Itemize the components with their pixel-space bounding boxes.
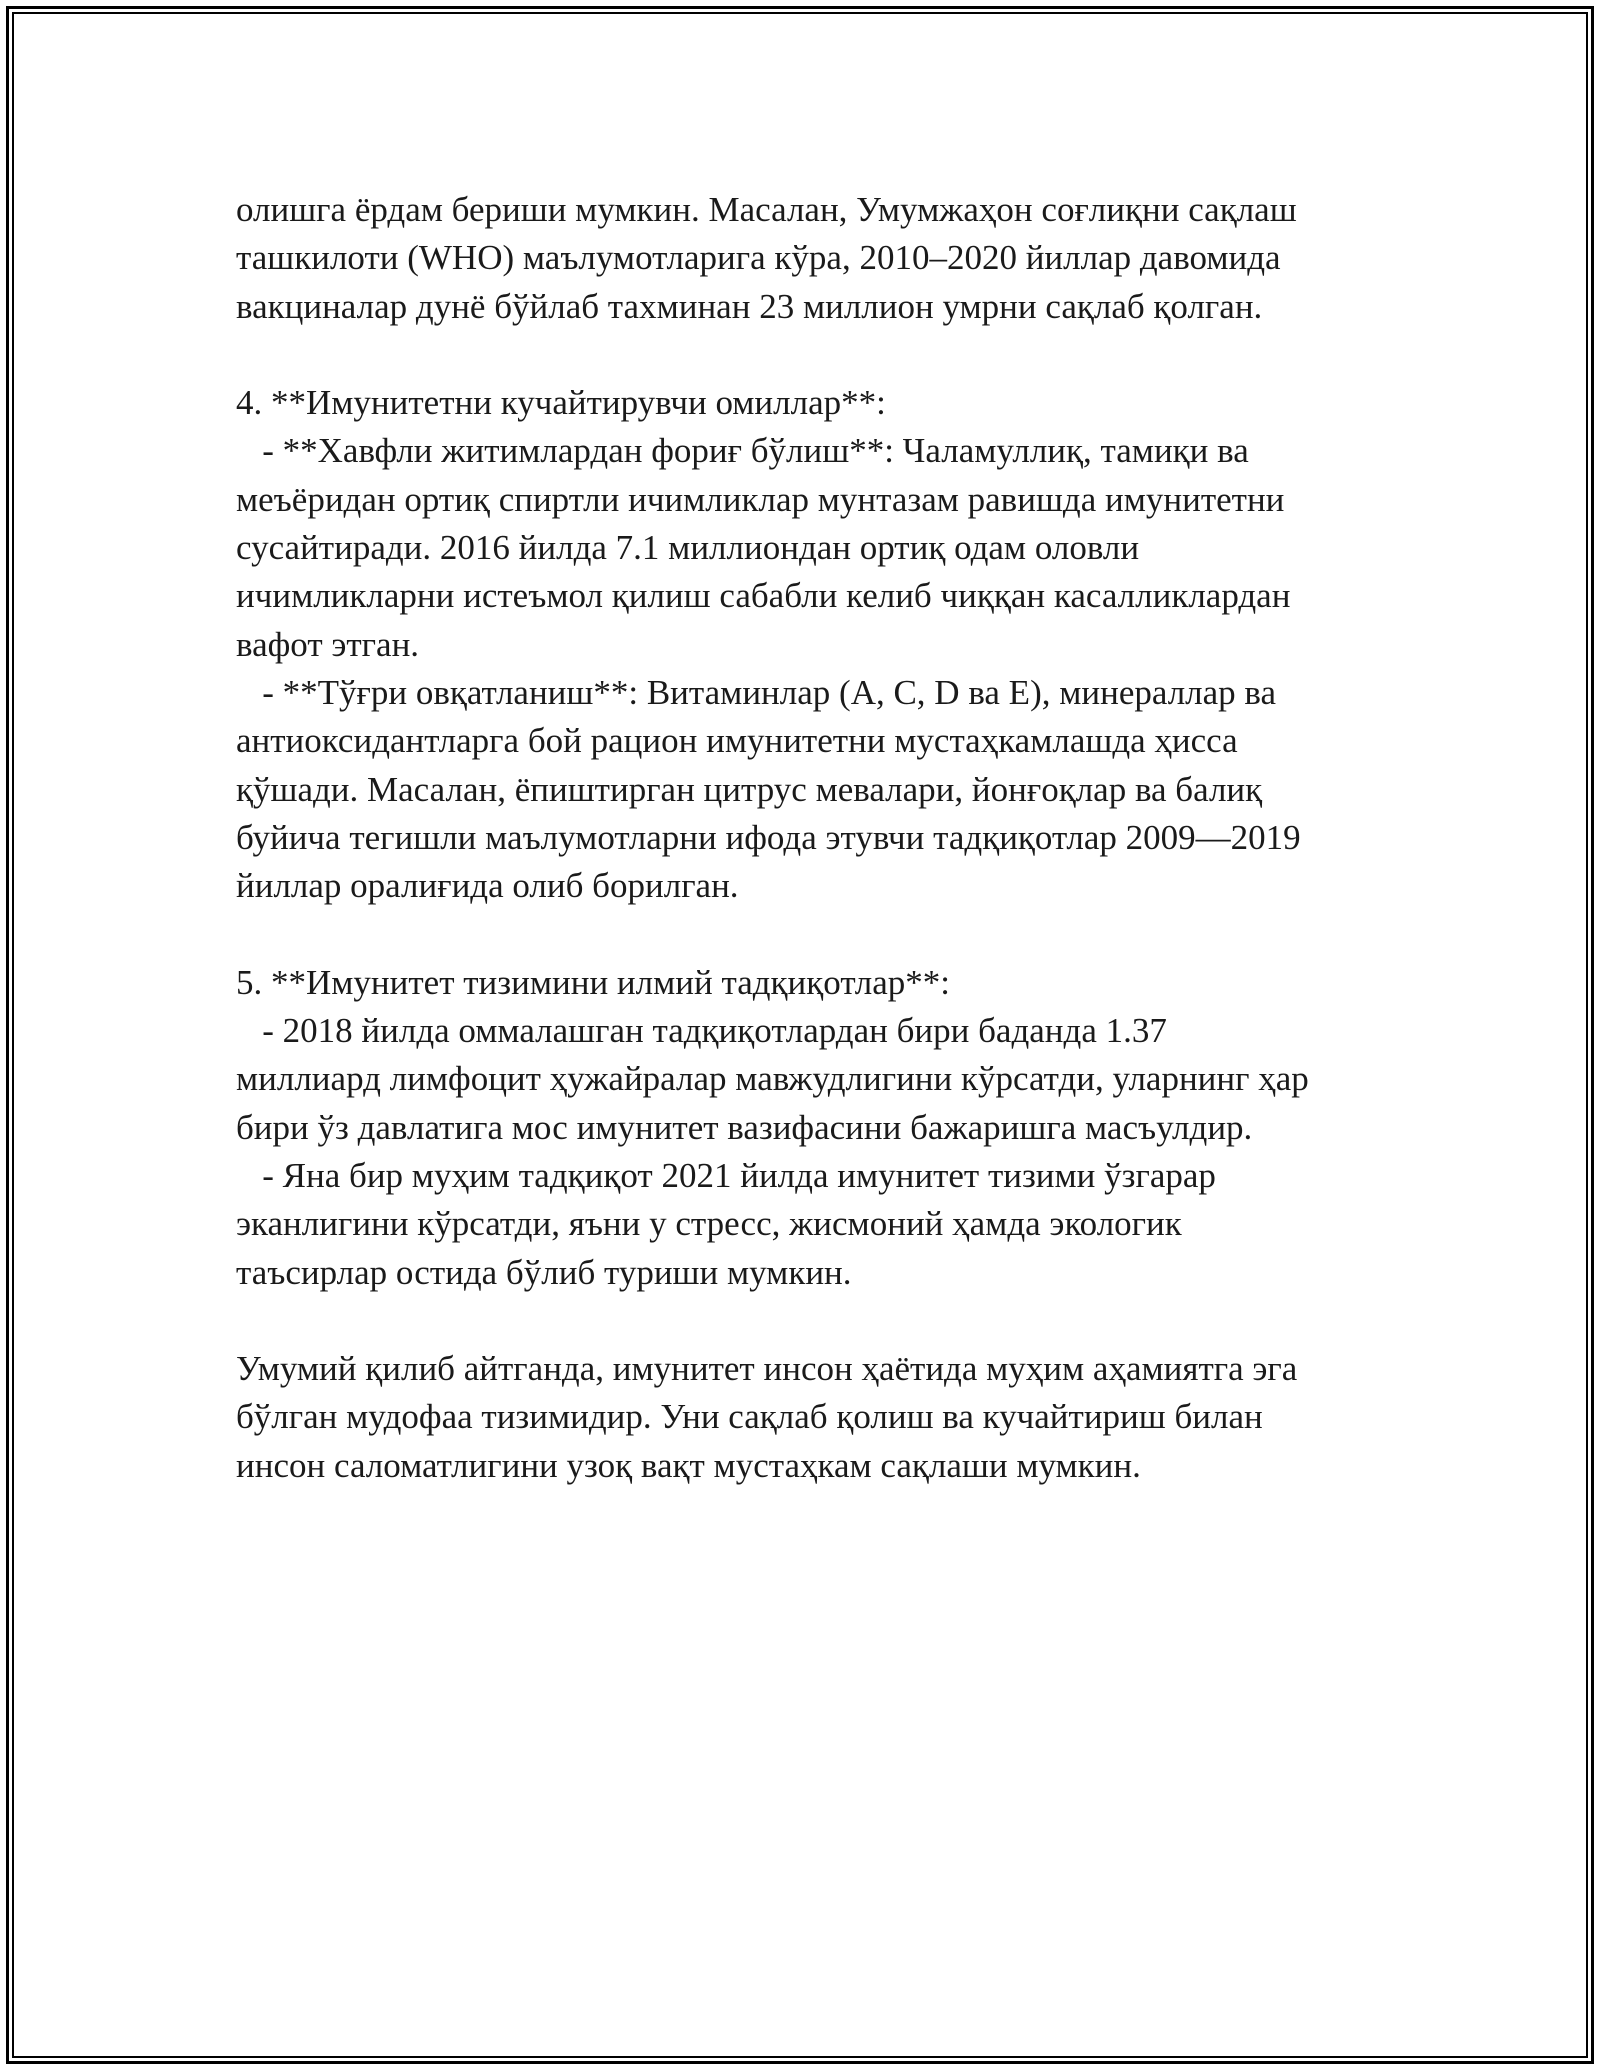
document-body <box>236 186 1376 1490</box>
text-line: - 2018 йилда оммалашган тадқиқотлардан бири баданда 1.37 <box>236 1011 1167 1051</box>
text-line: Умумий қилиб айтганда, имунитет инсон ҳаётида муҳим аҳамиятга эга <box>236 1349 1298 1389</box>
text-line: - **Тўғри овқатланиш**: Витаминлар (A, C, D ва E), минераллар ва <box>236 672 1277 712</box>
text-line: - Яна бир муҳим тадқиқот 2021 йилда имунитет тизими ўзгарар <box>236 1155 1216 1195</box>
paragraph-conclusion <box>236 1345 1376 1490</box>
text-line: ташкилоти (WHO) маълумотларига кўра, 2010–2020 йиллар давомида <box>236 238 1281 278</box>
text-line: меъёридан ортиқ спиртли ичимликлар мунтазам равишда имунитетни <box>236 479 1285 519</box>
paragraph-gap <box>236 331 1376 379</box>
text-line: антиоксидантларга бой рацион имунитетни мустаҳкамлашда ҳисса <box>236 721 1238 761</box>
text-line: бўлган мудофаа тизимидир. Уни сақлаб қолиш ва кучайтириш билан <box>236 1397 1263 1437</box>
section-scientific-research <box>236 959 1376 1297</box>
section-immunity-factors <box>236 379 1376 910</box>
text-line: вакциналар дунё бўйлаб тахминан 23 миллион умрни сақлаб қолган. <box>236 286 1263 326</box>
text-line: эканлигини кўрсатди, яъни у стресс, жисмоний ҳамда экологик <box>236 1204 1182 1244</box>
paragraph-gap <box>236 1297 1376 1345</box>
text-line: олишга ёрдам бериши мумкин. Масалан, Умумжаҳон соғлиқни сақлаш <box>236 190 1297 229</box>
text-line: таъсирлар остида бўлиб туриши мумкин. <box>236 1252 852 1292</box>
section-heading: 5. **Имунитет тизимини илмий тадқиқотлар**: <box>236 962 950 1002</box>
text-line: йиллар оралиғида олиб борилган. <box>236 866 739 906</box>
paragraph-gap <box>236 910 1376 958</box>
text-line: сусайтиради. 2016 йилда 7.1 миллиондан ортиқ одам оловли <box>236 528 1140 568</box>
text-line: қўшади. Масалан, ёпиштирган цитрус мевалари, йонғоқлар ва балиқ <box>236 769 1263 809</box>
text-line: - **Хавфли житимлардан фориғ бўлиш**: Чаламуллиқ, тамиқи ва <box>236 431 1249 471</box>
section-heading: 4. **Имунитетни кучайтирувчи омиллар**: <box>236 383 886 423</box>
text-line: инсон саломатлигини узоқ вақт мустаҳкам сақлаши мумкин. <box>236 1445 1141 1485</box>
text-line: миллиард лимфоцит ҳужайралар мавжудлигини кўрсатди, уларнинг ҳар <box>236 1059 1309 1099</box>
text-line: бири ўз давлатига мос имунитет вазифасини бажаришга масъулдир. <box>236 1107 1253 1147</box>
text-line: ичимликларни истеъмол қилиш сабабли келиб чиққан касалликлардан <box>236 576 1291 616</box>
paragraph-vaccine-intro <box>236 186 1376 331</box>
text-line: вафот этган. <box>236 624 420 664</box>
text-line: буйича тегишли маълумотларни ифода этувчи тадқиқотлар 2009—2019 <box>236 817 1301 857</box>
